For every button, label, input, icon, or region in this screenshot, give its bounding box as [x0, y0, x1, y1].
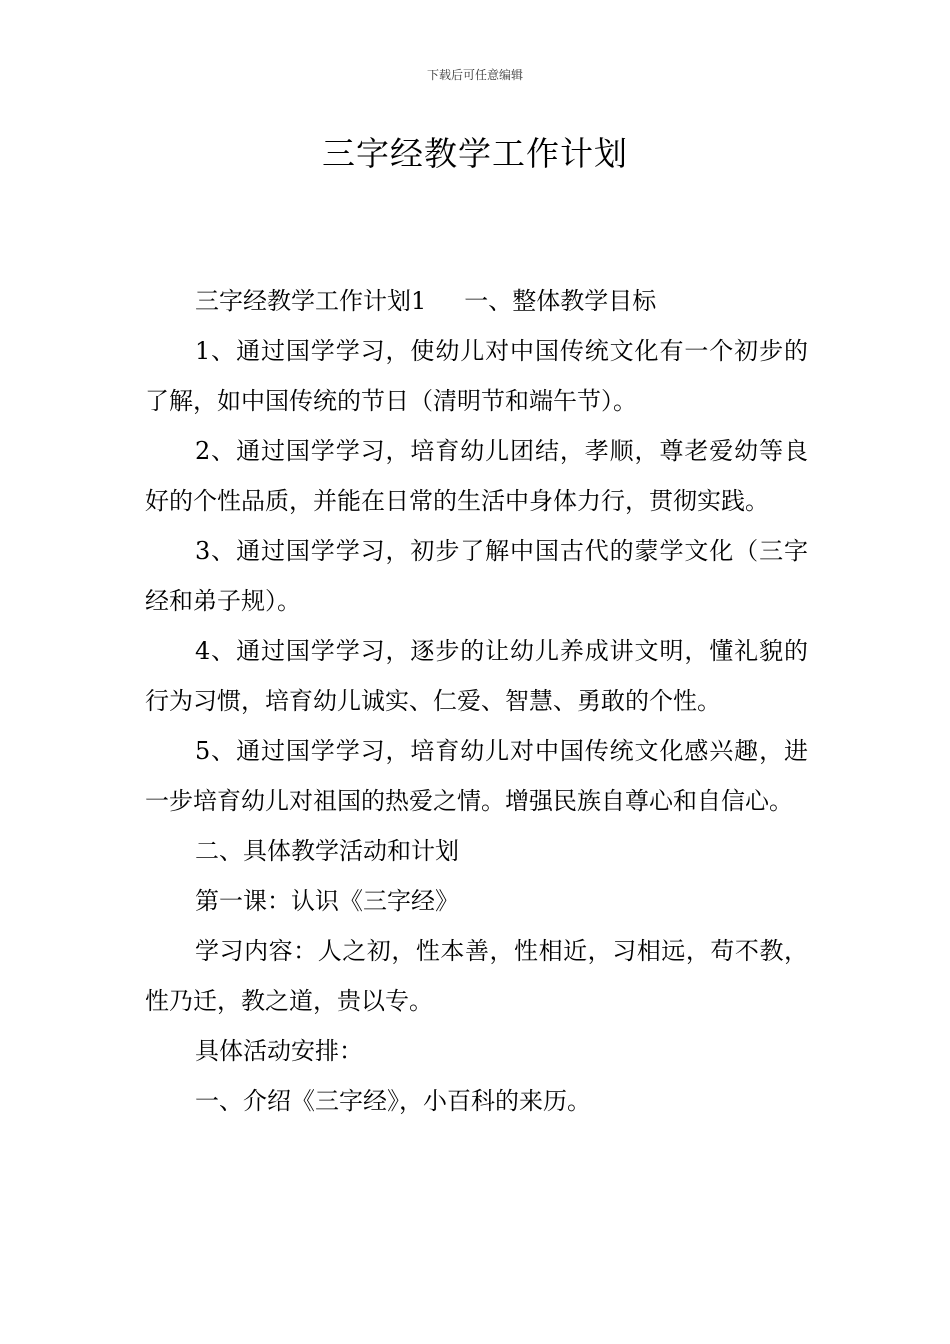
section-heading-goals: 一、整体教学目标: [464, 287, 657, 315]
goal-paragraph-2: 2、通过国学学习，培育幼儿团结，孝顺，尊老爱幼等良好的个性品质，并能在日常的生活中身体力行，贯彻实践。: [145, 437, 808, 515]
lesson-content: 学习内容：人之初，性本善，性相近，习相远，苟不教，性乃迁，教之道，贵以专。: [145, 937, 808, 1015]
document-title: 三字经教学工作计划: [322, 134, 628, 173]
goal-paragraph-4: 4、通过国学学习，逐步的让幼儿养成讲文明，懂礼貌的行为习惯，培育幼儿诚实、仁爱、智慧、勇敢的个性。: [145, 637, 808, 715]
goal-paragraph-3: 3、通过国学学习，初步了解中国古代的蒙学文化（三字经和弟子规）。: [145, 537, 808, 615]
activity-arrangement-label: 具体活动安排：: [195, 1037, 363, 1065]
plan-label: 三字经教学工作计划1: [195, 287, 427, 315]
lesson-title: 第一课：认识《三字经》: [195, 887, 459, 915]
goal-paragraph-1: 1、通过国学学习，使幼儿对中国传统文化有一个初步的了解，如中国传统的节日（清明节和端午节）。: [145, 337, 808, 415]
document-body: [145, 276, 808, 1126]
activity-item-1: 一、介绍《三字经》，小百科的来历。: [195, 1087, 591, 1115]
goal-paragraph-5: 5、通过国学学习，培育幼儿对中国传统文化感兴趣，进一步培育幼儿对祖国的热爱之情。增强民族自尊心和自信心。: [145, 737, 808, 815]
intro-line: [145, 276, 808, 326]
header-note: 下载后可任意编辑: [426, 68, 523, 82]
section-heading-activities: 二、具体教学活动和计划: [195, 837, 459, 865]
